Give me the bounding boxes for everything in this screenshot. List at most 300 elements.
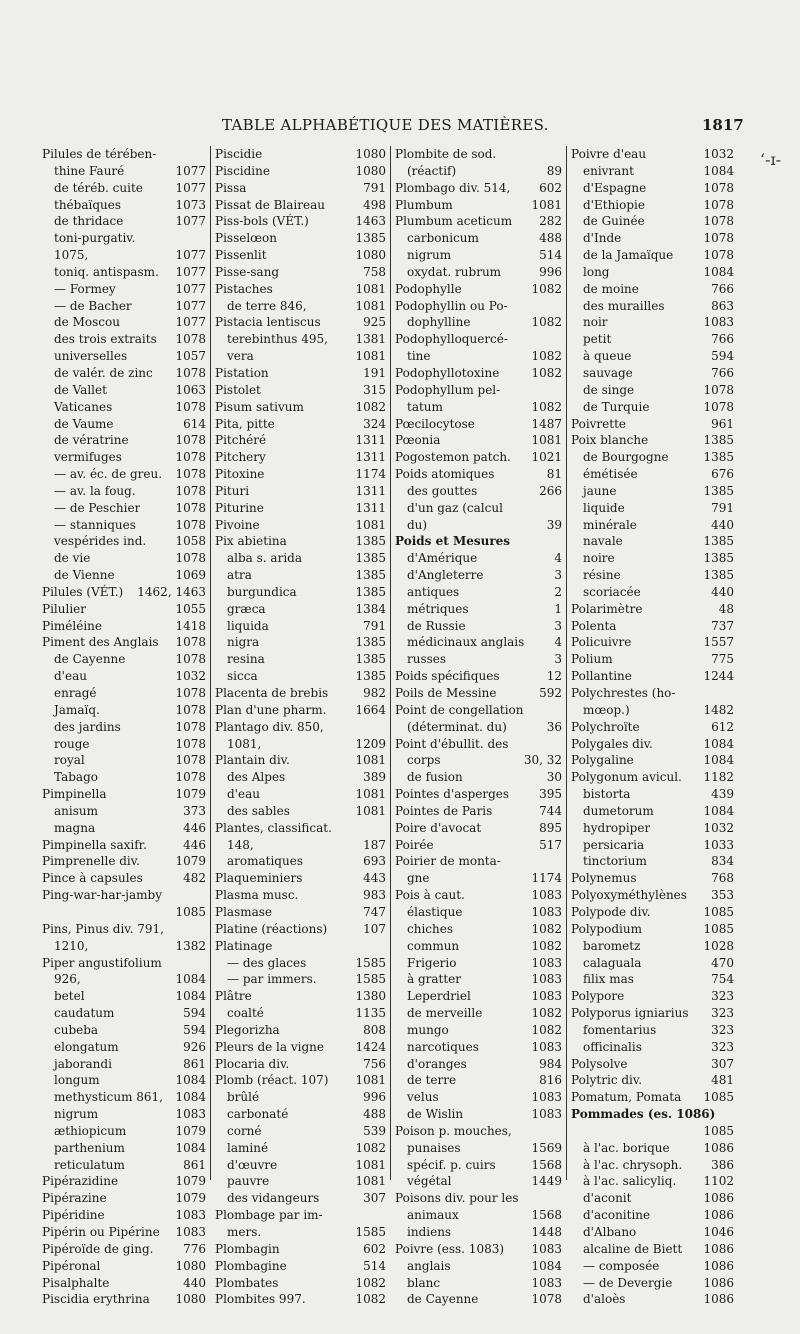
index-entry [215, 752, 386, 769]
index-entry [215, 651, 386, 668]
entry-page-ref: 983 [363, 888, 386, 903]
entry-term: Pistolet [215, 382, 261, 397]
entry-term: universelles [54, 349, 128, 364]
entry-term: Polynemus [571, 871, 637, 886]
index-entry [42, 399, 206, 416]
entry-page-ref: 1079 [175, 787, 206, 802]
index-entry [42, 1241, 206, 1258]
entry-term: Polygonum avicul. [571, 770, 682, 785]
index-entry [42, 365, 206, 382]
entry-term: bistorta [583, 787, 631, 802]
entry-term: Plombagine [215, 1258, 287, 1273]
entry-term: Pitoxine [215, 467, 265, 482]
entry-page-ref: 1081 [355, 1157, 386, 1172]
entry-term: Pilules de térében- [42, 147, 157, 161]
index-entry [215, 348, 386, 365]
index-entry [42, 382, 206, 399]
entry-page-ref: 1082 [531, 399, 562, 414]
entry-term: résine [583, 568, 621, 583]
entry-page-ref: 1086 [703, 1275, 734, 1290]
index-entry [571, 416, 734, 433]
entry-page-ref [560, 146, 562, 163]
entry-page-ref: 834 [711, 854, 734, 869]
index-entry [215, 601, 386, 618]
index-entry [215, 1224, 386, 1241]
entry-term: des sables [227, 803, 290, 818]
index-entry [215, 213, 386, 230]
index-entry [395, 601, 562, 618]
entry-term: Plombago div. 514, [395, 180, 511, 195]
page-header [0, 116, 800, 140]
index-entry [42, 719, 206, 736]
entry-term: punaises [407, 1140, 461, 1155]
index-entry [215, 769, 386, 786]
entry-page-ref: 307 [363, 1191, 386, 1206]
entry-term: animaux [407, 1208, 459, 1223]
entry-term: elongatum [54, 1039, 119, 1054]
entry-page-ref: 1028 [703, 938, 734, 953]
index-entry [215, 921, 386, 938]
entry-page-ref: 48 [718, 601, 734, 616]
entry-term: Poivre (ess. 1083) [395, 1241, 505, 1256]
entry-term: — des glaces [227, 955, 307, 970]
entry-term: hydropiper [583, 820, 651, 835]
index-entry [42, 298, 206, 315]
entry-page-ref: 1482 [703, 702, 734, 717]
entry-term: fomentarius [583, 1022, 657, 1037]
entry-page-ref [204, 146, 206, 163]
index-entry [395, 146, 562, 163]
index-entry [215, 314, 386, 331]
index-entry [215, 500, 386, 517]
index-entry [42, 803, 206, 820]
index-entry [42, 634, 206, 651]
entry-page-ref: 737 [711, 618, 734, 633]
entry-term: Plumbum aceticum [395, 214, 513, 229]
entry-page-ref: 1385 [703, 483, 734, 498]
entry-term: calaguala [583, 955, 642, 970]
entry-term: russes [407, 652, 447, 667]
entry-term: de Russie [407, 618, 466, 633]
entry-page-ref: 1084 [703, 163, 734, 178]
index-entry [42, 904, 206, 921]
index-entry [571, 786, 734, 803]
index-entry [42, 1173, 206, 1190]
entry-page-ref: 612 [711, 719, 734, 734]
entry-page-ref [732, 685, 734, 702]
entry-term: Plantago div. 850, [215, 719, 324, 734]
entry-term: thine Fauré [54, 163, 125, 178]
index-entry [395, 685, 562, 702]
entry-page-ref: 1463 [355, 214, 386, 229]
entry-page-ref: 1385 [703, 450, 734, 465]
index-entry [42, 1039, 206, 1056]
entry-page-ref: 961 [711, 416, 734, 431]
index-entry [395, 1291, 562, 1308]
index-entry [395, 432, 562, 449]
entry-term: corps [407, 753, 441, 768]
index-entry [215, 1056, 386, 1073]
entry-term: Pogostemon patch. [395, 450, 511, 465]
entry-term: Pistaches [215, 281, 273, 296]
entry-page-ref: 1084 [531, 1258, 562, 1273]
index-entry [42, 769, 206, 786]
index-entry [215, 1173, 386, 1190]
index-entry [395, 180, 562, 197]
index-entry [42, 281, 206, 298]
index-entry [571, 955, 734, 972]
entry-page-ref: 1081 [355, 787, 386, 802]
entry-page-ref [204, 230, 206, 247]
index-entry [42, 1005, 206, 1022]
entry-term: métriques [407, 601, 469, 616]
index-entry [42, 213, 206, 230]
index-entry [42, 1106, 206, 1123]
entry-page-ref: 1084 [703, 736, 734, 751]
entry-page-ref [384, 820, 386, 837]
index-entry [42, 483, 206, 500]
entry-term: Poire d'avocat [395, 820, 482, 835]
entry-term: Piment des Anglais [42, 635, 159, 650]
entry-page-ref: 1082 [531, 349, 562, 364]
entry-term: Pituri [215, 483, 250, 498]
entry-page-ref: 36 [546, 719, 562, 734]
entry-term: æthiopicum [54, 1123, 127, 1138]
index-entry [42, 870, 206, 887]
index-entry [215, 887, 386, 904]
entry-term: anglais [407, 1258, 451, 1273]
entry-page-ref: 107 [363, 921, 386, 936]
index-entry [215, 1140, 386, 1157]
entry-page-ref: 1021 [531, 450, 562, 465]
entry-page-ref [560, 533, 562, 550]
entry-term: tatum [407, 399, 443, 414]
entry-term: — de Bacher [54, 298, 132, 313]
entry-page-ref [560, 853, 562, 870]
entry-page-ref: 1385 [703, 433, 734, 448]
index-entry [215, 1106, 386, 1123]
index-entry [42, 820, 206, 837]
entry-term: Poids atomiques [395, 467, 495, 482]
index-entry [395, 1039, 562, 1056]
index-column-3 [390, 146, 566, 1307]
index-entry [571, 1190, 734, 1207]
entry-page-ref: 1084 [703, 753, 734, 768]
entry-term: Polyoxyméthylènes [571, 888, 687, 903]
entry-term: alba s. arida [227, 551, 302, 566]
entry-page-ref: 1424 [355, 1039, 386, 1054]
entry-page-ref [560, 702, 562, 719]
index-entry [215, 365, 386, 382]
entry-page-ref: 517 [539, 837, 562, 852]
entry-term: officinalis [583, 1039, 642, 1054]
entry-page-ref: 1385 [355, 584, 386, 599]
entry-term: de Bourgogne [583, 450, 669, 465]
entry-page-ref: 443 [363, 871, 386, 886]
entry-page-ref: 1585 [355, 972, 386, 987]
index-entry [395, 938, 562, 955]
index-entry [571, 769, 734, 786]
entry-page-ref: 1086 [703, 1292, 734, 1307]
index-entry [42, 668, 206, 685]
index-entry [395, 213, 562, 230]
index-entry [42, 1157, 206, 1174]
entry-page-ref: 389 [363, 770, 386, 785]
entry-term: Pipéridine [42, 1208, 105, 1223]
index-entry [215, 146, 386, 163]
entry-page-ref: 1083 [531, 972, 562, 987]
index-entry [395, 1022, 562, 1039]
index-entry [215, 382, 386, 399]
entry-page-ref: 1032 [703, 820, 734, 835]
entry-term: Pœonia [395, 433, 441, 448]
entry-page-ref: 1078 [703, 248, 734, 263]
entry-page-ref: 1244 [703, 669, 734, 684]
entry-term: Polenta [571, 618, 617, 633]
entry-page-ref: 1078 [703, 197, 734, 212]
entry-page-ref: 2 [554, 584, 562, 599]
index-entry [42, 955, 206, 972]
index-entry [42, 1140, 206, 1157]
entry-term: Pilulier [42, 601, 86, 616]
entry-page-ref: 539 [363, 1123, 386, 1138]
entry-term: Podophylle [395, 281, 462, 296]
entry-page-ref: 1084 [175, 972, 206, 987]
entry-term: Plombates [215, 1275, 279, 1290]
entry-page-ref: 1078 [175, 770, 206, 785]
index-entry [42, 1190, 206, 1207]
entry-term: Podophylloquercé- [395, 332, 508, 347]
entry-term: Poils de Messine [395, 686, 497, 700]
index-entry [42, 432, 206, 449]
entry-term: Pimpinella saxifr. [42, 837, 147, 852]
entry-term: Pilules (VÉT.) [42, 584, 124, 599]
entry-term: Point de congellation [395, 702, 524, 717]
entry-term: methysticum 861, [54, 1090, 163, 1105]
index-entry [571, 1123, 734, 1140]
index-entry [42, 938, 206, 955]
index-entry [215, 567, 386, 584]
entry-term: de Vaume [54, 416, 114, 431]
entry-term: d'eau [227, 787, 260, 802]
index-entry [215, 1157, 386, 1174]
entry-term: 926, [54, 972, 81, 987]
index-entry [395, 904, 562, 921]
index-entry [395, 567, 562, 584]
entry-term: d'Espagne [583, 180, 647, 195]
entry-term: Plegorizha [215, 1022, 280, 1037]
entry-page-ref: 1081 [355, 517, 386, 532]
entry-page-ref: 1086 [703, 1191, 734, 1206]
entry-term: minérale [583, 517, 637, 532]
entry-page-ref: 1078 [703, 382, 734, 397]
index-entry [395, 382, 562, 399]
entry-term: 1210, [54, 938, 89, 953]
index-entry [42, 752, 206, 769]
entry-term: mœop.) [583, 702, 630, 717]
index-entry [42, 180, 206, 197]
index-entry [42, 988, 206, 1005]
entry-term: à gratter [407, 972, 462, 987]
entry-term: Piscidia erythrina [42, 1292, 150, 1307]
index-entry [571, 1258, 734, 1275]
entry-term: Plâtre [215, 989, 252, 1004]
entry-term: (déterminat. du) [407, 719, 507, 734]
index-entry [395, 1072, 562, 1089]
entry-term: Ping-war-har-jamby [42, 888, 162, 903]
entry-term: toni-purgativ. [54, 231, 136, 246]
entry-term: enragé [54, 686, 97, 700]
index-entry [215, 904, 386, 921]
index-entry [395, 955, 562, 972]
index-entry [571, 230, 734, 247]
entry-page-ref: 1569 [531, 1140, 562, 1155]
index-entry [215, 853, 386, 870]
index-entry [215, 584, 386, 601]
entry-term: Jamaïq. [54, 702, 100, 717]
entry-page-ref: 1032 [175, 669, 206, 684]
entry-term: — de Devergie [583, 1275, 673, 1290]
index-entry [571, 736, 734, 753]
entry-term: de singe [583, 382, 635, 397]
entry-page-ref: 1209 [355, 736, 386, 751]
index-entry [571, 466, 734, 483]
entry-term: Vaticanes [54, 399, 113, 414]
entry-page-ref: 1083 [531, 1107, 562, 1122]
entry-page-ref: 323 [711, 989, 734, 1004]
entry-page-ref: 446 [183, 837, 206, 852]
entry-term: Polypodium [571, 921, 642, 936]
entry-term: Polypore [571, 989, 625, 1004]
entry-term: Pissenlit [215, 248, 267, 263]
entry-term: de terre [407, 1073, 457, 1088]
entry-page-ref: 1385 [703, 534, 734, 549]
entry-term: (réactif) [407, 163, 457, 178]
index-column-4 [566, 146, 738, 1307]
index-entry [395, 466, 562, 483]
entry-term: de fusion [407, 770, 463, 785]
index-entry [571, 938, 734, 955]
entry-term: — av. la foug. [54, 483, 136, 498]
index-entry [42, 1275, 206, 1292]
entry-term: de moine [583, 281, 639, 296]
entry-term: enivrant [583, 163, 634, 178]
entry-term: d'œuvre [227, 1157, 278, 1172]
entry-page-ref: 775 [711, 652, 734, 667]
entry-term: Pita, pitte [215, 416, 275, 431]
index-entry [395, 971, 562, 988]
index-entry [42, 197, 206, 214]
index-entry [395, 887, 562, 904]
index-entry [395, 853, 562, 870]
entry-term: d'aconit [583, 1191, 632, 1206]
entry-page-ref: 514 [363, 1258, 386, 1273]
entry-term: magna [54, 820, 96, 835]
index-entry [571, 1072, 734, 1089]
entry-page-ref: 1174 [531, 871, 562, 886]
entry-page-ref: 1385 [355, 231, 386, 246]
index-entry [395, 247, 562, 264]
entry-term: d'Albano [583, 1225, 637, 1239]
entry-term: végétal [407, 1174, 452, 1189]
entry-term: reticulatum [54, 1157, 125, 1172]
entry-page-ref: 1082 [355, 1292, 386, 1307]
index-entry [395, 331, 562, 348]
index-entry [395, 736, 562, 753]
index-entry [215, 618, 386, 635]
entry-page-ref: 1083 [531, 1241, 562, 1256]
index-entry [215, 197, 386, 214]
entry-page-ref: 323 [711, 1006, 734, 1021]
entry-page-ref: 984 [539, 1056, 562, 1071]
entry-term: Pissa [215, 180, 247, 195]
index-entry [215, 331, 386, 348]
entry-term: Pipérazidine [42, 1174, 119, 1189]
entry-page-ref: 1082 [355, 1140, 386, 1155]
entry-page-ref: 1057 [175, 349, 206, 364]
index-entry [42, 1022, 206, 1039]
entry-page-ref: 187 [363, 837, 386, 852]
index-entry [395, 550, 562, 567]
entry-term: Polychrestes (ho- [571, 686, 676, 700]
entry-term: 1075, [54, 248, 89, 263]
index-entry [42, 685, 206, 702]
entry-term: à l'ac. chrysoph. [583, 1157, 683, 1172]
entry-page-ref: 1077 [175, 298, 206, 313]
entry-term: d'Amérique [407, 551, 478, 566]
entry-term: Pitchéré [215, 433, 267, 448]
entry-term: thébaïques [54, 197, 121, 212]
entry-page-ref: 1462, 1463 [137, 584, 206, 599]
entry-page-ref: 482 [183, 871, 206, 886]
index-entry [42, 1291, 206, 1308]
entry-page-ref: 1080 [175, 1258, 206, 1273]
entry-term: Pisse-sang [215, 264, 280, 279]
entry-term: Piméléine [42, 618, 102, 633]
index-column-1 [38, 146, 210, 1307]
index-entry [42, 314, 206, 331]
page-title: TABLE ALPHABÉTIQUE DES MATIÈRES. [222, 116, 549, 134]
entry-term: Platine (réactions) [215, 921, 328, 936]
entry-page-ref: 81 [546, 467, 562, 482]
index-entry [42, 230, 206, 247]
entry-page-ref: 1077 [175, 264, 206, 279]
index-entry [395, 752, 562, 769]
entry-page-ref: 1385 [355, 568, 386, 583]
index-entry [571, 264, 734, 281]
entry-page-ref: 594 [183, 1022, 206, 1037]
entry-term: carbonaté [227, 1107, 289, 1122]
entry-term: Pois à caut. [395, 888, 465, 903]
entry-page-ref: 1083 [531, 904, 562, 919]
index-entry [395, 1258, 562, 1275]
entry-page-ref: 1078 [175, 719, 206, 734]
entry-page-ref: 754 [711, 972, 734, 987]
index-entry [395, 449, 562, 466]
entry-page-ref: 1078 [175, 365, 206, 380]
entry-page-ref: 1078 [175, 483, 206, 498]
entry-term: Piscidine [215, 163, 270, 178]
entry-page-ref: 1078 [175, 332, 206, 347]
entry-term: Leperdriel [407, 989, 471, 1004]
index-entry [395, 500, 562, 517]
entry-page-ref: 1081 [531, 197, 562, 212]
index-entry [571, 365, 734, 382]
entry-term: Plumbum [395, 197, 453, 212]
entry-term: Poids et Mesures [395, 534, 511, 549]
entry-term: Pipéroïde de ging. [42, 1241, 154, 1256]
entry-page-ref: 307 [711, 1056, 734, 1071]
